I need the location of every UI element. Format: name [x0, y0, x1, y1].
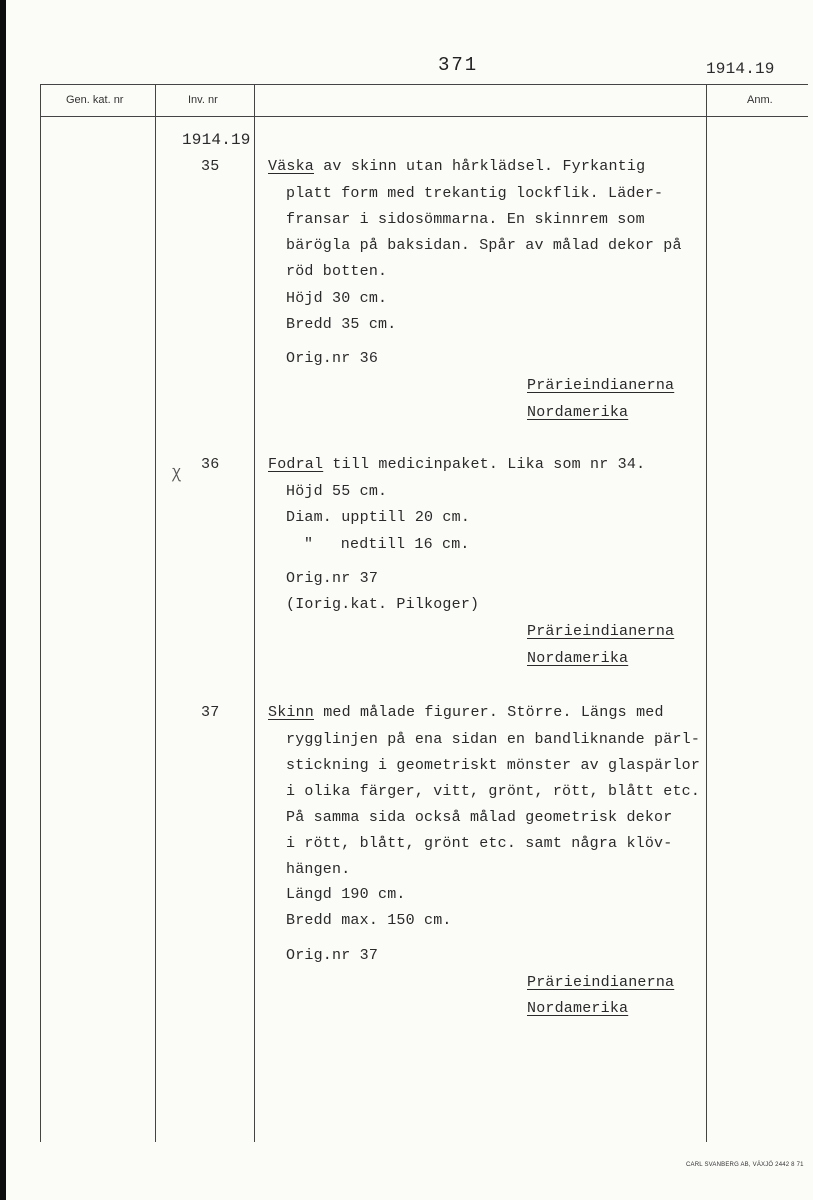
entry-first-line	[268, 704, 664, 721]
region-label: Nordamerika	[527, 650, 629, 667]
original-number: Orig.nr 36	[286, 350, 379, 367]
inv-number: 35	[201, 158, 220, 175]
original-number: Orig.nr 37	[286, 947, 379, 964]
measurement-line: Längd 190 cm.	[286, 886, 406, 903]
region-label: Nordamerika	[527, 404, 629, 421]
left-border	[40, 84, 41, 1142]
measurement-line: Höjd 55 cm.	[286, 483, 388, 500]
culture-label: Prärieindianerna	[527, 974, 675, 991]
column-divider-inv-desc	[254, 84, 255, 1142]
description-line: i rött, blått, grönt etc. samt några klöv-	[286, 835, 673, 852]
culture-label: Prärieindianerna	[527, 377, 675, 394]
description-line: platt form med trekantig lockflik. Läder-	[286, 185, 664, 202]
catalog-reference: 1914.19	[706, 60, 775, 78]
object-title: Fodral	[268, 456, 324, 473]
entry-first-line	[268, 158, 645, 175]
handwritten-check-mark: Ꭓ	[172, 467, 182, 483]
culture-label: Prärieindianerna	[527, 623, 675, 640]
object-title: Skinn	[268, 704, 315, 721]
description-line: fransar i sidosömmarna. En skinnrem som	[286, 211, 645, 228]
printer-footer: CARL SVANBERG AB, VÄXJÖ 2442 8 71	[686, 1162, 804, 1168]
column-divider-desc-anm	[706, 84, 707, 1142]
original-catalog-note: (Iorig.kat. Pilkoger)	[286, 596, 480, 613]
page-number: 371	[438, 54, 479, 76]
entry-first-line	[268, 456, 645, 473]
measurement-line: " nedtill 16 cm.	[304, 536, 470, 553]
column-header-inv: Inv. nr	[188, 94, 218, 106]
description-line: i olika färger, vitt, grönt, rött, blått etc.	[286, 783, 701, 800]
original-number: Orig.nr 37	[286, 570, 379, 587]
entry-first-line-rest: med målade figurer. Större. Längs med	[314, 704, 664, 721]
measurement-line: Bredd 35 cm.	[286, 316, 397, 333]
measurement-line: Bredd max. 150 cm.	[286, 912, 452, 929]
entry-first-line-rest: av skinn utan hårklädsel. Fyrkantig	[314, 158, 646, 175]
object-title: Väska	[268, 158, 315, 175]
measurement-line: Diam. upptill 20 cm.	[286, 509, 471, 526]
description-line: stickning i geometriskt mönster av glaspärlor	[286, 757, 701, 774]
measurement-line: Höjd 30 cm.	[286, 290, 388, 307]
inv-number: 37	[201, 704, 220, 721]
column-header-anm: Anm.	[747, 94, 773, 106]
region-label: Nordamerika	[527, 1000, 629, 1017]
inv-number: 36	[201, 456, 220, 473]
column-header-gen-kat: Gen. kat. nr	[66, 94, 124, 106]
description-line: rygglinjen på ena sidan en bandliknande pärl-	[286, 731, 701, 748]
description-line: hängen.	[286, 861, 351, 878]
entry-first-line-rest: till medicinpaket. Lika som nr 34.	[323, 456, 646, 473]
group-number: 1914.19	[182, 131, 251, 149]
binding-edge	[0, 0, 6, 1200]
description-line: bärögla på baksidan. Spår av målad dekor på	[286, 237, 682, 254]
description-line: röd botten.	[286, 263, 388, 280]
description-line: På samma sida också målad geometrisk dekor	[286, 809, 673, 826]
column-divider-gen-inv	[155, 84, 156, 1142]
